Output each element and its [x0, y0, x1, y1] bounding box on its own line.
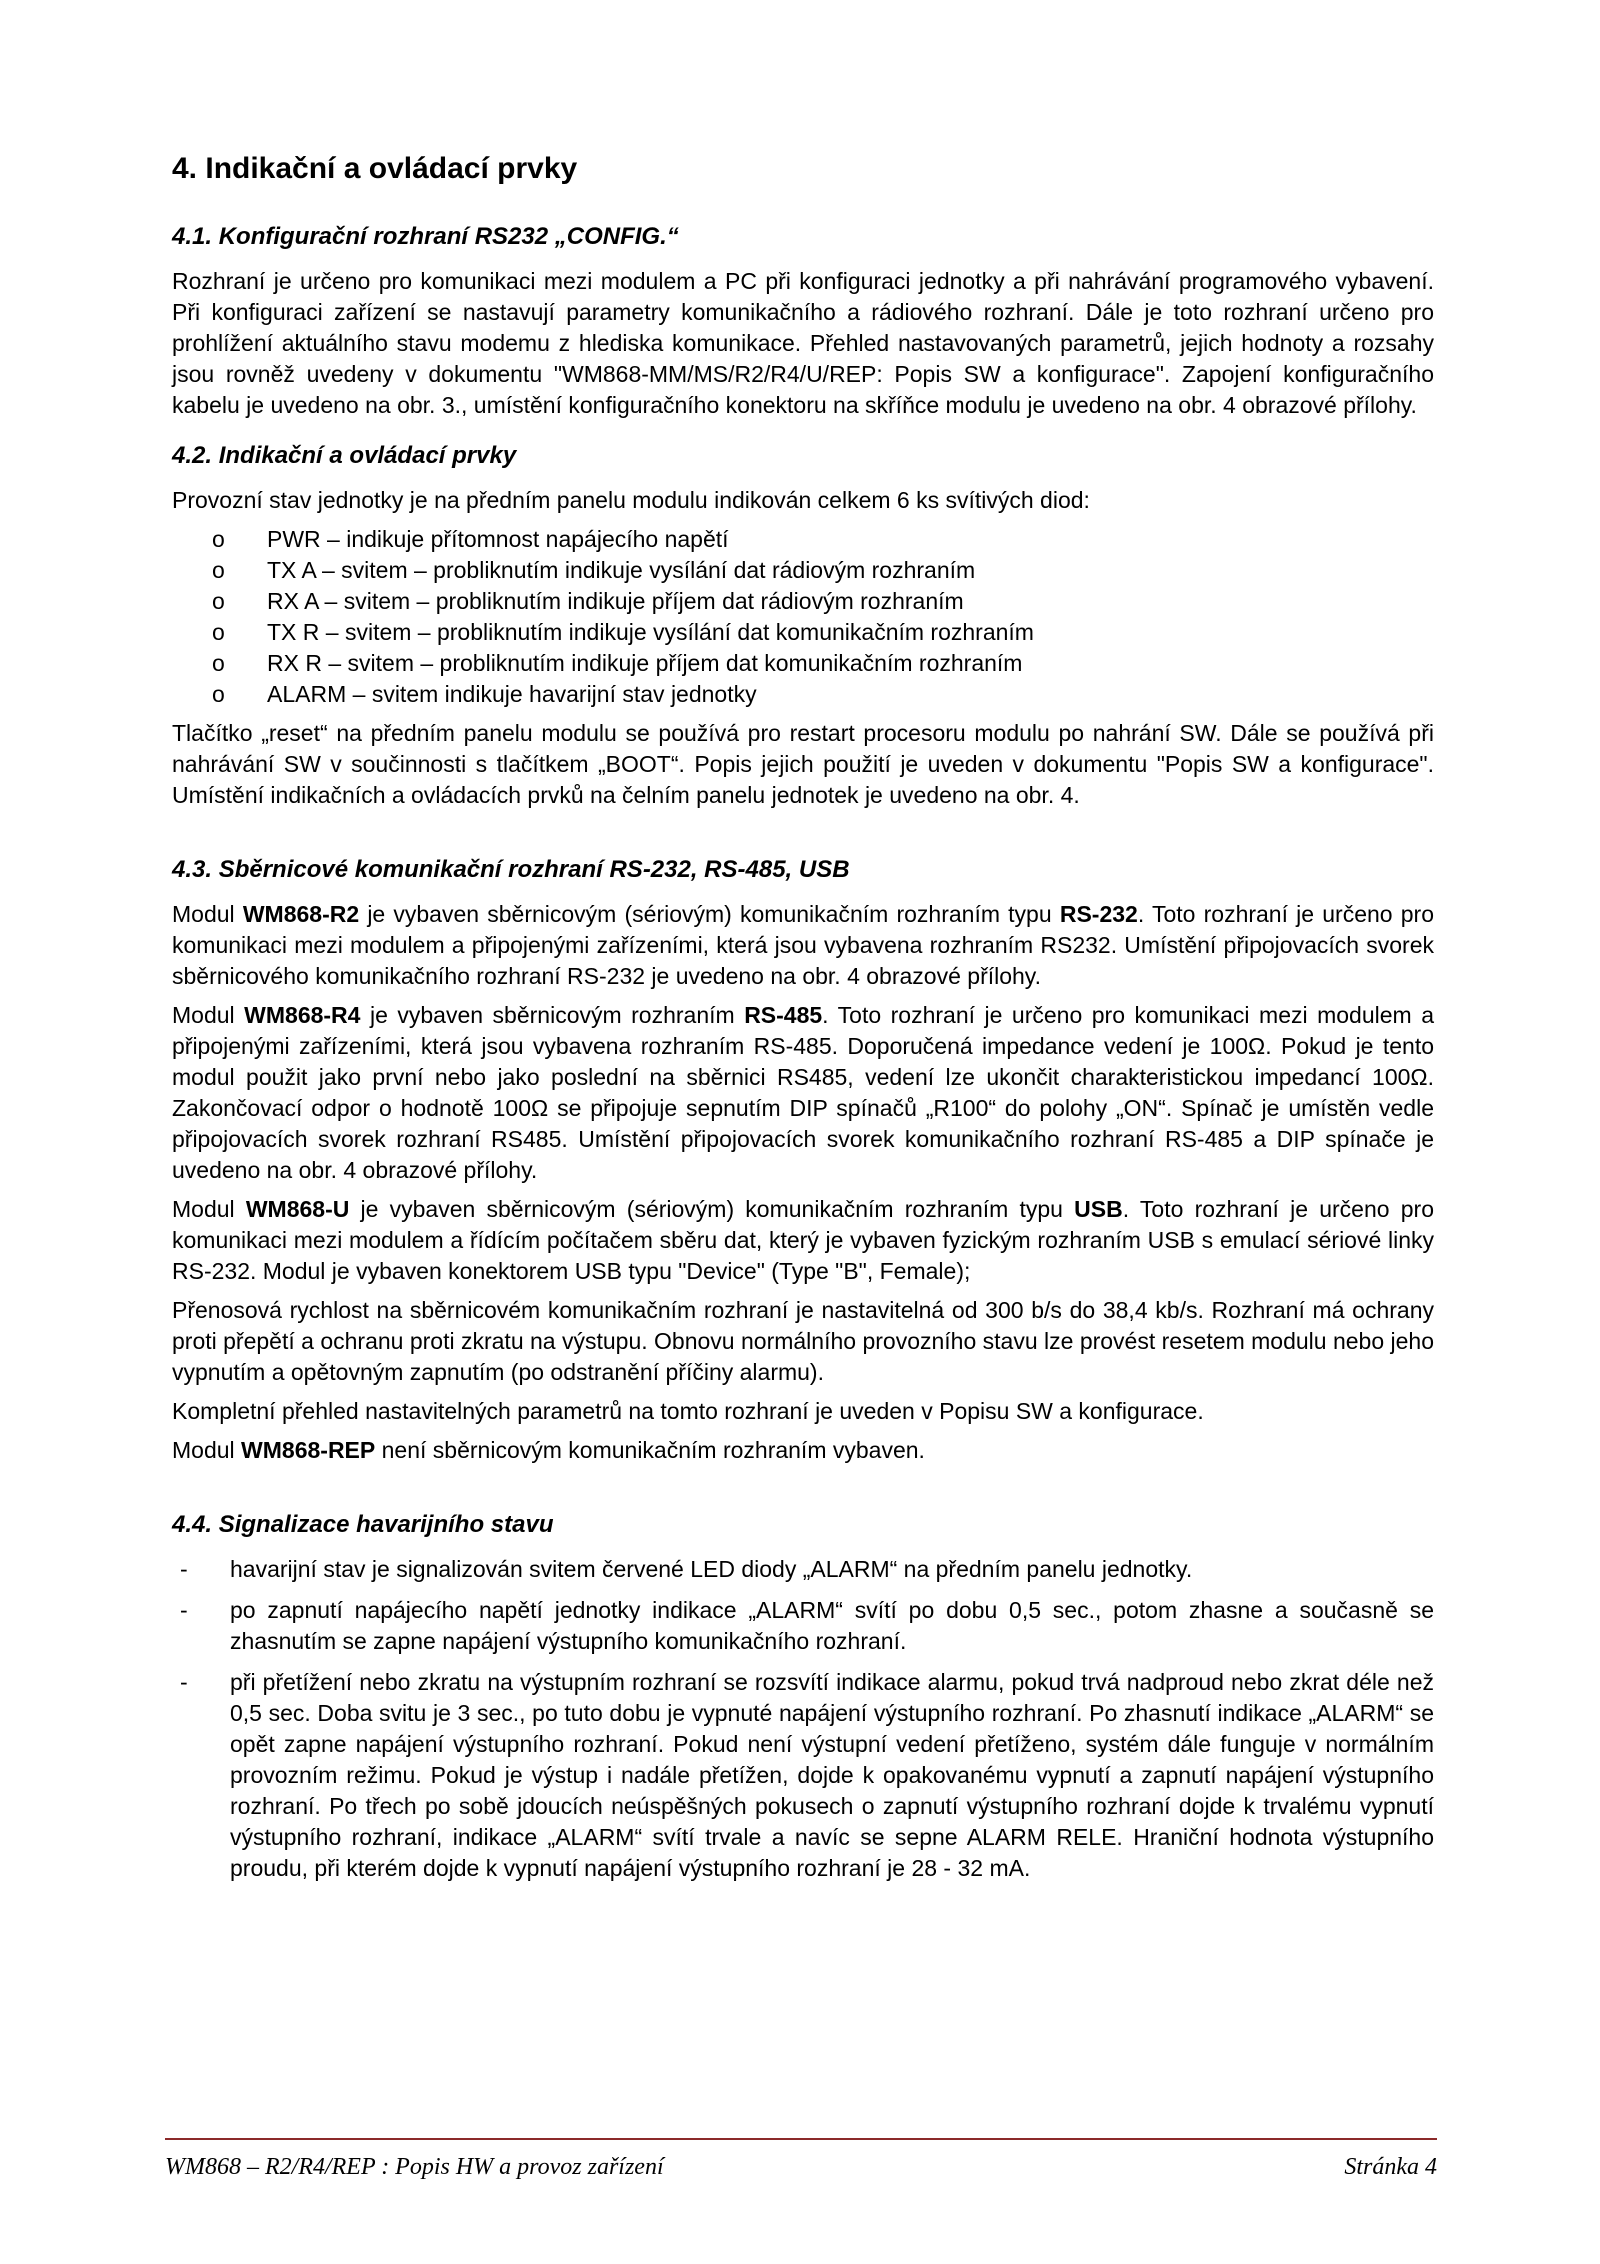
text-run: Modul [172, 1195, 246, 1222]
interface-name: RS-232 [1059, 900, 1138, 927]
footer-page-number: Stránka 4 [1344, 2154, 1437, 2180]
paragraph: Rozhraní je určeno pro komunikaci mezi modulem a PC při konfiguraci jednotky a při nahrávání programového vybavení. Při konfiguraci zařízení se nastavují parametry komunikačního a rádiového rozhraní. Dále je toto rozhraní určeno pro prohlížení aktuálního stavu modemu z hlediska komunikace. Přehled nastavovaných parametrů, jejich hodnoty a rozsahy jsou rovněž uvedeny v dokumentu "WM868-MM/MS/R2/R4/U/REP: Popis SW a konfigurace". Zapojení konfiguračního kabelu je uvedeno na obr. 3., umístění konfiguračního konektoru na skříňce modulu je uvedeno na obr. 4 obrazové přílohy. [172, 267, 1434, 418]
text-run: . Toto rozhraní je určeno pro komunikaci mezi modulem a řídícím počítačem sběru dat, který je vybaven fyzickým rozhraním USB s emulací sériové linky RS-232. Modul je vybaven konektorem USB typu "Device" (Type "B", Female); [172, 1195, 1434, 1284]
interface-name: USB [1074, 1195, 1123, 1222]
bullet-marker: - [180, 1596, 188, 1623]
text-run: je vybaven sběrnicovým (sériovým) komunikačním rozhraním typu [349, 1195, 1075, 1222]
list-item [172, 679, 1434, 710]
model-name: WM868-R2 [242, 900, 360, 927]
paragraph: Přenosová rychlost na sběrnicovém komunikačním rozhraní je nastavitelná od 300 b/s do 38,4 kb/s. Rozhraní má ochrany proti přepětí a ochranu proti zkratu na výstupu. Obnovu normálního provozního stavu lze provést resetem modulu nebo jeho vypnutím a opětovným zapnutím (po odstranění příčiny alarmu). [172, 1296, 1434, 1385]
bullet-marker: o [212, 618, 225, 645]
paragraph [172, 1194, 1434, 1287]
text-run: . Toto rozhraní je určeno pro komunikaci mezi modulem a připojenými zařízeními, která jsou vybavena rozhraním RS232. Umístění připojovacích svorek sběrnicového komunikačního rozhraní RS-232 je uvedeno na obr. 4 obrazové přílohy. [172, 900, 1434, 989]
bullet-marker: o [212, 680, 225, 707]
text-run: Modul [172, 900, 243, 927]
bullet-marker: o [212, 587, 225, 614]
alarm-list [172, 1554, 1434, 1884]
section-4-1 [172, 222, 1434, 421]
list-item [172, 1667, 1434, 1884]
list-item [172, 524, 1434, 555]
paragraph: Kompletní přehled nastavitelných parametrů na tomto rozhraní je uveden v Popisu SW a konfigurace. [172, 1397, 1204, 1424]
list-item [172, 1554, 1434, 1585]
list-item-text: po zapnutí napájecího napětí jednotky indikace „ALARM“ svítí po dobu 0,5 sec., potom zhasne a současně se zhasnutím se zapne napájení výstupního komunikačního rozhraní. [230, 1596, 1434, 1654]
list-item [172, 1595, 1434, 1657]
list-item-text: PWR – indikuje přítomnost napájecího napětí [267, 525, 729, 552]
section-title: 4.4. Signalizace havarijního stavu [172, 1510, 554, 1538]
list-item [172, 648, 1434, 679]
model-name: WM868-U [245, 1195, 350, 1222]
paragraph: Tlačítko „reset“ na předním panelu modulu se používá pro restart procesoru modulu po nahrání SW. Dále se používá při nahrávání SW v součinnosti s tlačítkem „BOOT“. Popis jejich použití je uveden v dokumentu "Popis SW a konfigurace". Umístění indikačních a ovládacích prvků na čelním panelu jednotek je uvedeno na obr. 4. [172, 719, 1434, 808]
list-item-text: při přetížení nebo zkratu na výstupním rozhraní se rozsvítí indikace alarmu, pokud trvá nadproud nebo zkrat déle než 0,5 sec. Doba svitu je 3 sec., po tuto dobu je vypnuté napájení výstupního rozhraní. Po zhasnutí indikace „ALARM“ se opět zapne napájení výstupního rozhraní. Pokud není výstupní vedení přetíženo, systém dále funguje v normálním provozním režimu. Pokud je výstup i nadále přetížen, dojde k opakovanému vypnutí a zapnutí napájení výstupního rozhraní. Po třech po sobě jdoucích neúspěšných pokusech o zapnutí výstupního rozhraní dojde k trvalému vypnutí výstupního rozhraní, indikace „ALARM“ svítí trvale a navíc se sepne ALARM RELE. Hraniční hodnota výstupního proudu, při kterém dojde k vypnutí napájení výstupního rozhraní je 28 - 32 mA. [230, 1668, 1434, 1881]
list-item-text: TX A – svitem – probliknutím indikuje vysílání dat rádiovým rozhraním [267, 556, 976, 583]
document-page [172, 150, 1434, 1904]
section-4-3 [172, 855, 1434, 1466]
page-footer [165, 2138, 1437, 2181]
chapter-heading: 4. Indikační a ovládací prvky [172, 152, 578, 185]
bullet-marker: o [212, 525, 225, 552]
section-4-4 [172, 1510, 1434, 1884]
list-item-text: RX A – svitem – probliknutím indikuje příjem dat rádiovým rozhraním [267, 587, 964, 614]
bullet-marker: - [180, 1555, 188, 1582]
model-name: WM868-R4 [244, 1001, 361, 1028]
paragraph [172, 899, 1434, 992]
paragraph [172, 1435, 1434, 1466]
bullet-marker: - [180, 1668, 188, 1695]
section-title: 4.2. Indikační a ovládací prvky [172, 441, 517, 469]
interface-name: RS-485 [744, 1001, 823, 1028]
section-title: 4.1. Konfigurační rozhraní RS232 „CONFIG.“ [172, 222, 679, 250]
list-item-text: ALARM – svitem indikuje havarijní stav jednotky [267, 680, 757, 707]
list-item-text: havarijní stav je signalizován svitem červené LED diody „ALARM“ na předním panelu jednotky. [230, 1555, 1193, 1582]
led-list [172, 524, 1434, 710]
bullet-marker: o [212, 556, 225, 583]
footer-document-title: WM868 – R2/R4/REP : Popis HW a provoz zařízení [165, 2154, 664, 2180]
paragraph: Provozní stav jednotky je na předním panelu modulu indikován celkem 6 ks svítivých diod: [172, 486, 1090, 513]
list-item-text: RX R – svitem – probliknutím indikuje příjem dat komunikačním rozhraním [267, 649, 1023, 676]
text-run: je vybaven sběrnicovým (sériovým) komunikačním rozhraním typu [359, 900, 1060, 927]
list-item-text: TX R – svitem – probliknutím indikuje vysílání dat komunikačním rozhraním [267, 618, 1034, 645]
text-run: není sběrnicovým komunikačním rozhraním vybaven. [375, 1436, 925, 1463]
text-run: je vybaven sběrnicovým rozhraním [360, 1001, 745, 1028]
paragraph [172, 1000, 1434, 1186]
bullet-marker: o [212, 649, 225, 676]
list-item [172, 555, 1434, 586]
section-4-2 [172, 441, 1434, 811]
text-run: Modul [172, 1001, 245, 1028]
list-item [172, 586, 1434, 617]
section-title: 4.3. Sběrnicové komunikační rozhraní RS-232, RS-485, USB [172, 855, 850, 883]
model-name: WM868-REP [241, 1436, 376, 1463]
list-item [172, 617, 1434, 648]
text-run: Modul [172, 1436, 242, 1463]
text-run: . Toto rozhraní je určeno pro komunikaci mezi modulem a připojenými zařízeními, která jsou vybavena rozhraním RS-485. Doporučená impedance vedení je 100Ω. Pokud je tento modul použit jako první nebo jako poslední na sběrnici RS485, vedení lze ukončit charakteristickou impedancí 100Ω. Zakončovací odpor o hodnotě 100Ω se připojuje sepnutím DIP spínačů „R100“ do polohy „ON“. Spínač je umístěn vedle připojovacích svorek rozhraní RS485. Umístění připojovacích svorek komunikačního rozhraní RS-485 a DIP spínače je uvedeno na obr. 4 obrazové přílohy. [172, 1001, 1434, 1183]
